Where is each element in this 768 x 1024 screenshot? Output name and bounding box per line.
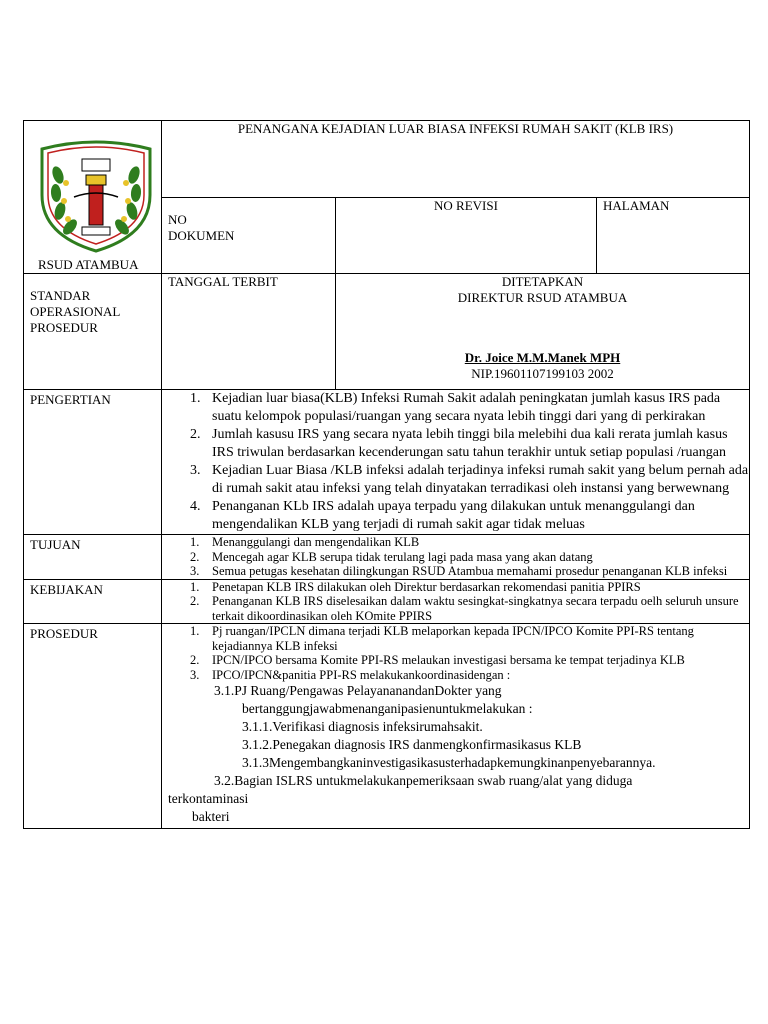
list-item: 2. Mencegah agar KLB serupa tidak terulang lagi pada masa yang akan datang <box>190 549 593 564</box>
prosedur-sub-3-2-end: bakteri <box>192 809 230 824</box>
pengertian-list <box>162 390 749 534</box>
pengertian-label: PENGERTIAN <box>24 390 162 535</box>
list-item: 1. Penetapan KLB IRS dilakukan oleh Direktur berdasarkan rekomendasi panitia PPIRS <box>190 579 641 594</box>
no-revisi-label: NO REVISI <box>336 197 597 274</box>
sop-label: STANDAR OPERASIONAL PROSEDUR <box>24 274 162 390</box>
sop-document <box>23 120 749 829</box>
prosedur-sub-3-2: 3.2.Bagian ISLRS untukmelakukanpemeriksaan swab ruang/alat yang diduga <box>214 773 633 788</box>
kebijakan-list <box>162 580 749 624</box>
list-item: 1. Kejadian luar biasa(KLB) Infeksi Rumah Sakit adalah peningkatan jumlah kasus IRS pada suatu kelompok populasi/ruangan yang secara nyata lebih tinggi dari yang di perkirakan <box>190 391 721 424</box>
list-item: 2. Penanganan KLB IRS diselesaikan dalam waktu sesingkat-singkatnya secara terpadu oelh seluruh unsure terkait dikoordinasikan oleh KOmite PPIRS <box>190 594 739 623</box>
prosedur-sub-3-1-2: 3.1.2.Penegakan diagnosis IRS danmengkonfirmasikasus KLB <box>242 737 582 752</box>
prosedur-sub-3-2-cont: terkontaminasi <box>168 791 249 806</box>
prosedur-sub-3-1-3: 3.1.3Mengembangkaninvestigasikasusterhadapkemungkinanpenyebarannya. <box>242 755 656 770</box>
prosedur-sub-3-1: 3.1.PJ Ruang/Pengawas PelayananandanDokter yang <box>214 683 502 698</box>
prosedur-label: PROSEDUR <box>24 624 162 829</box>
pengertian-content <box>162 390 750 535</box>
halaman-label: HALAMAN <box>597 197 750 274</box>
signer-nip: NIP.19601107199103 2002 <box>471 366 614 381</box>
tanggal-terbit-label: TANGGAL TERBIT <box>162 274 336 390</box>
list-item: 1. Menanggulangi dan mengendalikan KLB <box>190 535 420 549</box>
list-item: 4. Penanganan KLb IRS adalah upaya terpadu yang dilakukan untuk menanggulangi dan mengendalikan KLB yang terjadi di rumah sakit agar tidak meluas <box>190 499 695 532</box>
document-title: PENANGANA KEJADIAN LUAR BIASA INFEKSI RUMAH SAKIT (KLB IRS) <box>162 121 750 198</box>
kebijakan-content <box>162 579 750 624</box>
prosedur-content <box>162 624 750 829</box>
list-item: 3. IPCO/IPCN&panitia PPI-RS melakukankoordinasidengan : <box>190 667 511 682</box>
list-item: 3. Kejadian Luar Biasa /KLB infeksi adalah terjadinya infeksi rumah sakit yang belum pernah ada di rumah sakit atau infeksi yang telah dinyatakan terradikasi oleh instansi yang berwewnang <box>190 463 749 496</box>
sop-table <box>23 120 750 829</box>
tujuan-list <box>162 535 749 579</box>
no-dokumen-label: NO DOKUMEN <box>162 197 336 274</box>
ditetapkan-label: DITETAPKAN <box>501 274 584 289</box>
list-item: 2. Jumlah kasusu IRS yang secara nyata lebih tinggi bila melebihi dua kali rerata jumlah kasus IRS triwulan berdasarkan kecenderungan satu tahun terakhir untuk setiap populasi /ruangan <box>190 427 728 460</box>
signer-name: Dr. Joice M.M.Manek MPH <box>464 350 621 365</box>
direktur-label: DIREKTUR RSUD ATAMBUA <box>457 290 628 305</box>
list-item: 1. Pj ruangan/IPCLN dimana terjadi KLB melaporkan kepada IPCN/IPCO Komite PPI-RS tentang kejadiannya KLB infeksi <box>190 624 694 653</box>
kebijakan-label: KEBIJAKAN <box>24 579 162 624</box>
list-item: 2. IPCN/IPCO bersama Komite PPI-RS melaukan investigasi bersama ke tempat terjadinya KLB <box>190 653 685 667</box>
prosedur-sub-3-1-cont: bertanggungjawabmenanganipasienuntukmelakukan : <box>242 701 533 716</box>
ditetapkan-block <box>336 274 750 390</box>
prosedur-list <box>162 624 749 682</box>
hospital-name: RSUD ATAMBUA <box>38 257 139 272</box>
tujuan-content <box>162 535 750 580</box>
list-item: 3. Semua petugas kesehatan dilingkungan RSUD Atambua memahami prosedur penanganan KLB infeksi <box>190 564 728 578</box>
prosedur-sub-3-1-1: 3.1.1.Verifikasi diagnosis infeksirumahsakit. <box>242 719 483 734</box>
tujuan-label: TUJUAN <box>24 535 162 580</box>
logo-cell <box>24 121 162 274</box>
hospital-logo-icon <box>34 135 158 253</box>
